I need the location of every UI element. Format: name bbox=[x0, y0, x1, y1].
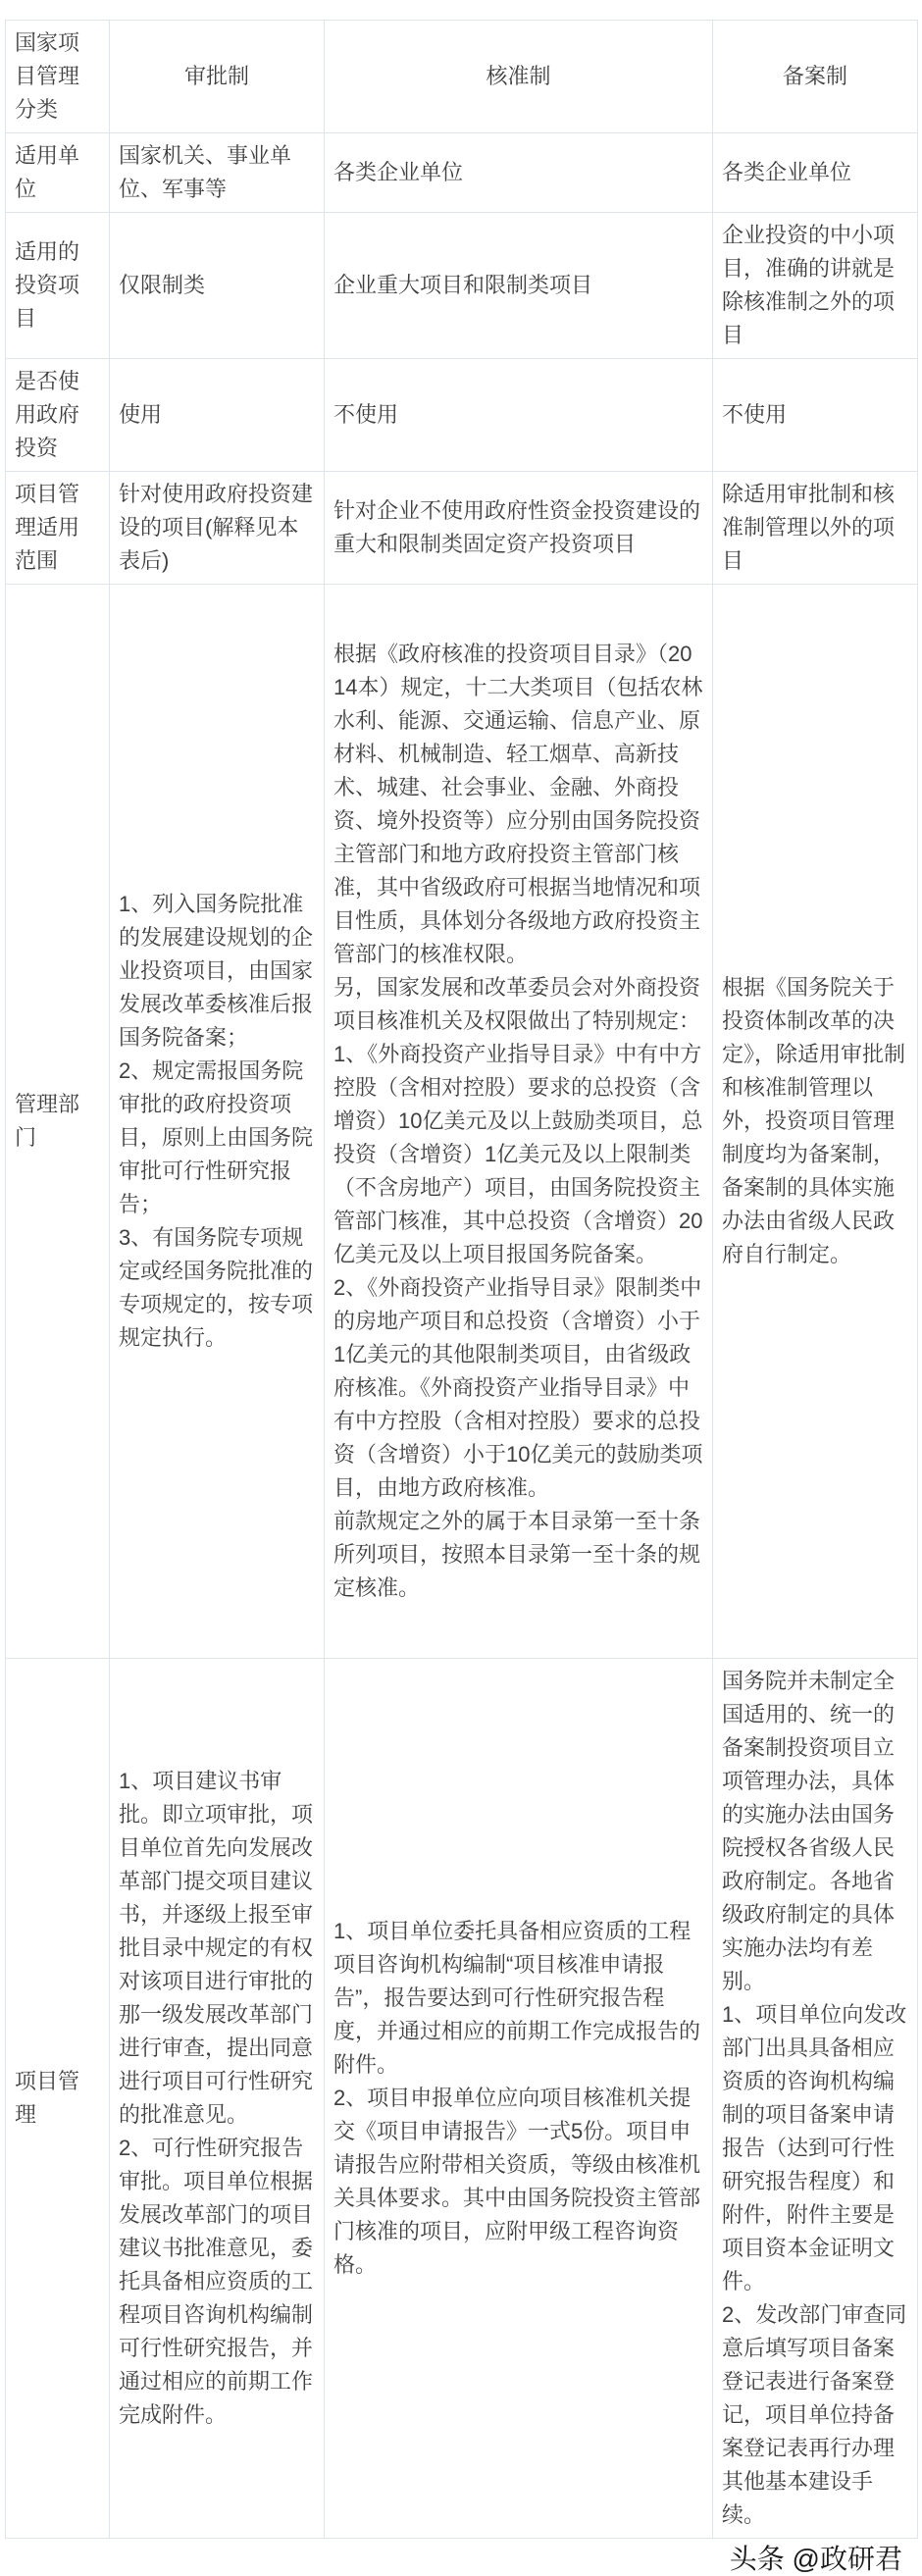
cell-shenpi: 1、列入国务院批准的发展建设规划的企业投资项目，由国家发展改革委核准后报国务院备案； 2、规定需报国务院审批的政府投资项目，原则上由国务院审批可行性研究报告； 3、有国务院专项规定或经国务院批准的专项规定的，按专项规定执行。 bbox=[110, 585, 325, 1659]
project-management-comparison-table bbox=[5, 20, 918, 2539]
table-row bbox=[6, 359, 918, 472]
cell-shenpi: 1、项目建议书审批。即立项审批，项目单位首先向发展改革部门提交项目建议书，并逐级上报至审批目录中规定的有权对该项目进行审批的那一级发展改革部门进行审查，提出同意进行项目可行性研究的批准意见。 2、可行性研究报告审批。项目单位根据发展改革部门的项目建议书批准意见，委托具备相应资质的工程项目咨询机构编制可行性研究报告，并通过相应的前期工作完成附件。 bbox=[110, 1659, 325, 2539]
cell-beian: 各类企业单位 bbox=[713, 133, 918, 213]
watermark-row bbox=[5, 2543, 917, 2576]
cell-hezhun: 1、项目单位委托具备相应资质的工程项目咨询机构编制“项目核准申请报告”，报告要达到可行性研究报告程度，并通过相应的前期工作完成报告的附件。 2、项目申报单位应向项目核准机关提交《项目申请报告》一式5份。项目申请报告应附带相关资质，等级由核准机关具体要求。其中由国务院投资主管部门核准的项目，应附甲级工程咨询资格。 bbox=[325, 1659, 713, 2539]
cell-beian: 不使用 bbox=[713, 359, 918, 472]
table-row bbox=[6, 1659, 918, 2539]
table-row bbox=[6, 213, 918, 359]
cell-beian: 国务院并未制定全国适用的、统一的备案制投资项目立项管理办法，具体的实施办法由国务院授权各省级人民政府制定。各地省级政府制定的具体实施办法均有差别。 1、项目单位向发改部门出具具备相应资质的咨询机构编制的项目备案申请报告（达到可行性研究报告程度）和附件，附件主要是项目资本金证明文件。 2、发改部门审查同意后填写项目备案登记表进行备案登记，项目单位持备案登记表再行办理其他基本建设手续。 bbox=[713, 1659, 918, 2539]
cell-beian: 除适用审批制和核准制管理以外的项目 bbox=[713, 472, 918, 585]
cell-beian: 企业投资的中小项目，准确的讲就是除核准制之外的项目 bbox=[713, 213, 918, 359]
header-beian: 备案制 bbox=[713, 21, 918, 133]
row-label: 项目管理适用范围 bbox=[6, 472, 110, 585]
cell-shenpi: 针对使用政府投资建设的项目(解释见本表后) bbox=[110, 472, 325, 585]
source-watermark: 头条 @政研君 bbox=[729, 2544, 902, 2574]
cell-hezhun: 各类企业单位 bbox=[325, 133, 713, 213]
table-row bbox=[6, 472, 918, 585]
header-shenpi: 审批制 bbox=[110, 21, 325, 133]
cell-shenpi: 国家机关、事业单位、军事等 bbox=[110, 133, 325, 213]
row-label: 适用单位 bbox=[6, 133, 110, 213]
row-label: 适用的投资项目 bbox=[6, 213, 110, 359]
table-row bbox=[6, 133, 918, 213]
table-row bbox=[6, 585, 918, 1659]
cell-beian: 根据《国务院关于投资体制改革的决定》，除适用审批制和核准制管理以外，投资项目管理制度均为备案制，备案制的具体实施办法由省级人民政府自行制定。 bbox=[713, 585, 918, 1659]
header-hezhun: 核准制 bbox=[325, 21, 713, 133]
row-label: 是否使用政府投资 bbox=[6, 359, 110, 472]
cell-shenpi: 使用 bbox=[110, 359, 325, 472]
cell-shenpi: 仅限制类 bbox=[110, 213, 325, 359]
cell-hezhun: 企业重大项目和限制类项目 bbox=[325, 213, 713, 359]
header-category: 国家项目管理分类 bbox=[6, 21, 110, 133]
cell-hezhun: 根据《政府核准的投资项目目录》（2014本）规定，十二大类项目（包括农林水利、能源、交通运输、信息产业、原材料、机械制造、轻工烟草、高新技术、城建、社会事业、金融、外商投资、境外投资等）应分别由国务院投资主管部门和地方政府投资主管部门核准，其中省级政府可根据当地情况和项目性质，具体划分各级地方政府投资主管部门的核准权限。 另，国家发展和改革委员会对外商投资项目核准机关及权限做出了特别规定： 1、《外商投资产业指导目录》中有中方控股（含相对控股）要求的总投资（含增资）10亿美元及以上鼓励类项目，总投资（含增资）1亿美元及以上限制类（不含房地产）项目，由国务院投资主管部门核准，其中总投资（含增资）20亿美元及以上项目报国务院备案。 2、《外商投资产业指导目录》限制类中的房地产项目和总投资（含增资）小于1亿美元的其他限制类项目，由省级政府核准。《外商投资产业指导目录》中有中方控股（含相对控股）要求的总投资（含增资）小于10亿美元的鼓励类项目，由地方政府核准。 前款规定之外的属于本目录第一至十条所列项目，按照本目录第一至十条的规定核准。 bbox=[325, 585, 713, 1659]
cell-hezhun: 不使用 bbox=[325, 359, 713, 472]
row-label: 管理部门 bbox=[6, 585, 110, 1659]
table-header-row bbox=[6, 21, 918, 133]
cell-hezhun: 针对企业不使用政府性资金投资建设的重大和限制类固定资产投资项目 bbox=[325, 472, 713, 585]
row-label: 项目管理 bbox=[6, 1659, 110, 2539]
